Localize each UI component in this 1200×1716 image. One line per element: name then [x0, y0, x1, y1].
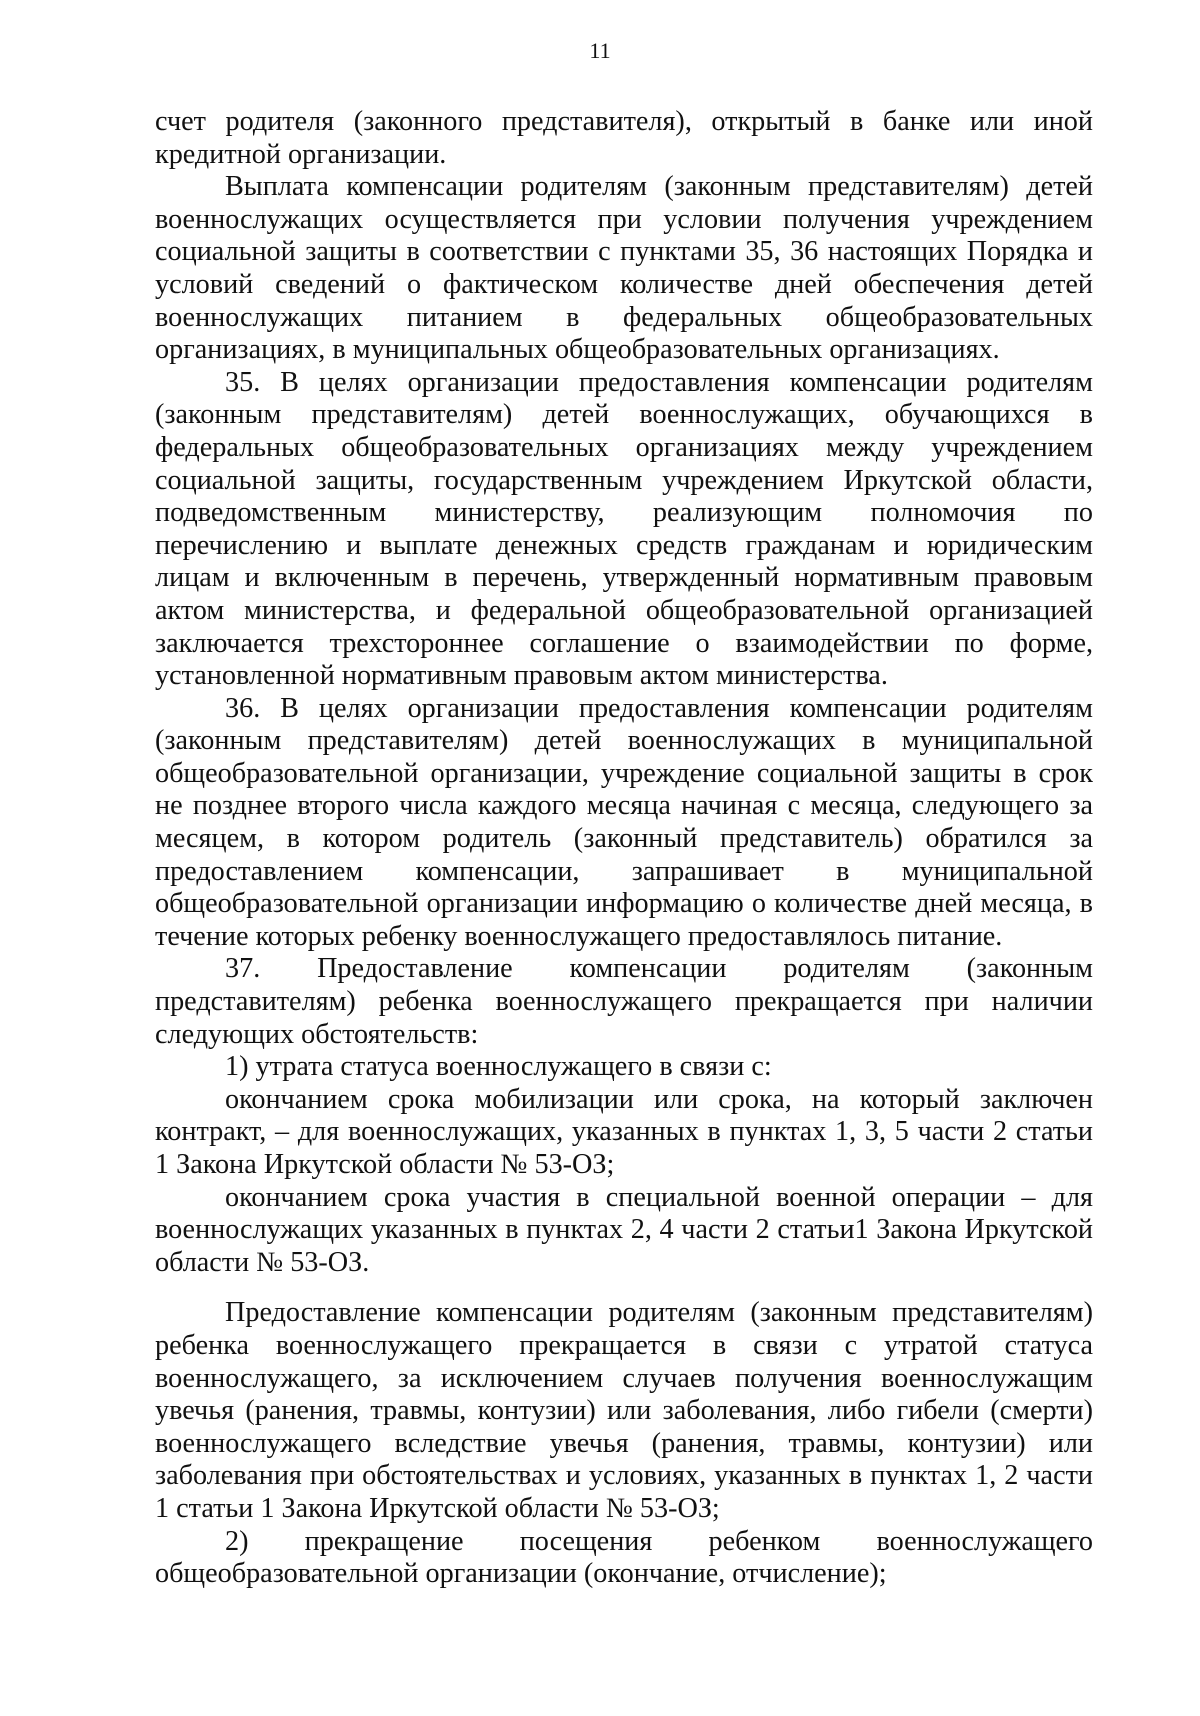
document-body [155, 106, 1093, 1591]
paragraph-subitem-2: 2) прекращение посещения ребенком военнослужащего общеобразовательной организации (окончание, отчисление); [155, 1525, 1093, 1590]
paragraph-payment-conditions: Выплата компенсации родителям (законным представителям) детей военнослужащих осуществляется при условии получения учреждением социальной защиты в соответствии с пунктами 35, 36 настоящих Порядка и условий сведений о фактическом количестве дней обеспечения детей военнослужащих питанием в федеральных общеобразовательных организациях, в муниципальных общеобразовательных организациях. [155, 171, 1093, 366]
paragraph-operation-end: окончанием срока участия в специальной военной операции – для военнослужащих указанных в пунктах 2, 4 части 2 статьи1 Закона Иркутской области № 53-ОЗ. [155, 1181, 1093, 1278]
paragraph-continuation: счет родителя (законного представителя), открытый в банке или иной кредитной организации. [155, 106, 1093, 170]
paragraph-mobilization-end: окончанием срока мобилизации или срока, на который заключен контракт, – для военнослужащих, указанных в пунктах 1, 3, 5 части 2 статьи 1 Закона Иркутской области № 53-ОЗ; [155, 1083, 1093, 1180]
page-number: 11 [589, 38, 611, 63]
paragraph-item-35: 35. В целях организации предоставления компенсации родителям (законным представителям) детей военнослужащих, обучающихся в федеральных общеобразовательных организациях между учреждением социальной защиты, государственным учреждением Иркутской области, подведомственным министерству, реализующим полномочия по перечислению и выплате денежных средств гражданам и юридическим лицам и включенным в перечень, утвержденный нормативным правовым актом министерства, и федеральной общеобразовательной организацией заключается трехстороннее соглашение о взаимодействии по форме, установленной нормативным правовым актом министерства. [155, 366, 1093, 692]
paragraph-item-36: 36. В целях организации предоставления компенсации родителям (законным представителям) детей военнослужащих в муниципальной общеобразовательной организации, учреждение социальной защиты в срок не позднее второго числа каждого месяца начиная с месяца, следующего за месяцем, в котором родитель (законный представитель) обратился за предоставлением компенсации, запрашивает в муниципальной общеобразовательной организации информацию о количестве дней месяца, в течение которых ребенку военнослужащего предоставлялось питание. [155, 692, 1093, 952]
paragraph-item-37: 37. Предоставление компенсации родителям (законным представителям) ребенка военнослужащего прекращается при наличии следующих обстоятельств: [155, 953, 1093, 1050]
paragraph-subitem-1: 1) утрата статуса военнослужащего в связи с: [225, 1051, 772, 1083]
paragraph-termination-exceptions: Предоставление компенсации родителям (законным представителям) ребенка военнослужащего прекращается в связи с утратой статуса военнослужащего, за исключением случаев получения военнослужащим увечья (ранения, травмы, контузии) или заболевания, либо гибели (смерти) военнослужащего вследствие увечья (ранения, травмы, контузии) или заболевания при обстоятельствах и условиях, указанных в пунктах 1, 2 части 1 статьи 1 Закона Иркутской области № 53-ОЗ; [155, 1297, 1093, 1524]
